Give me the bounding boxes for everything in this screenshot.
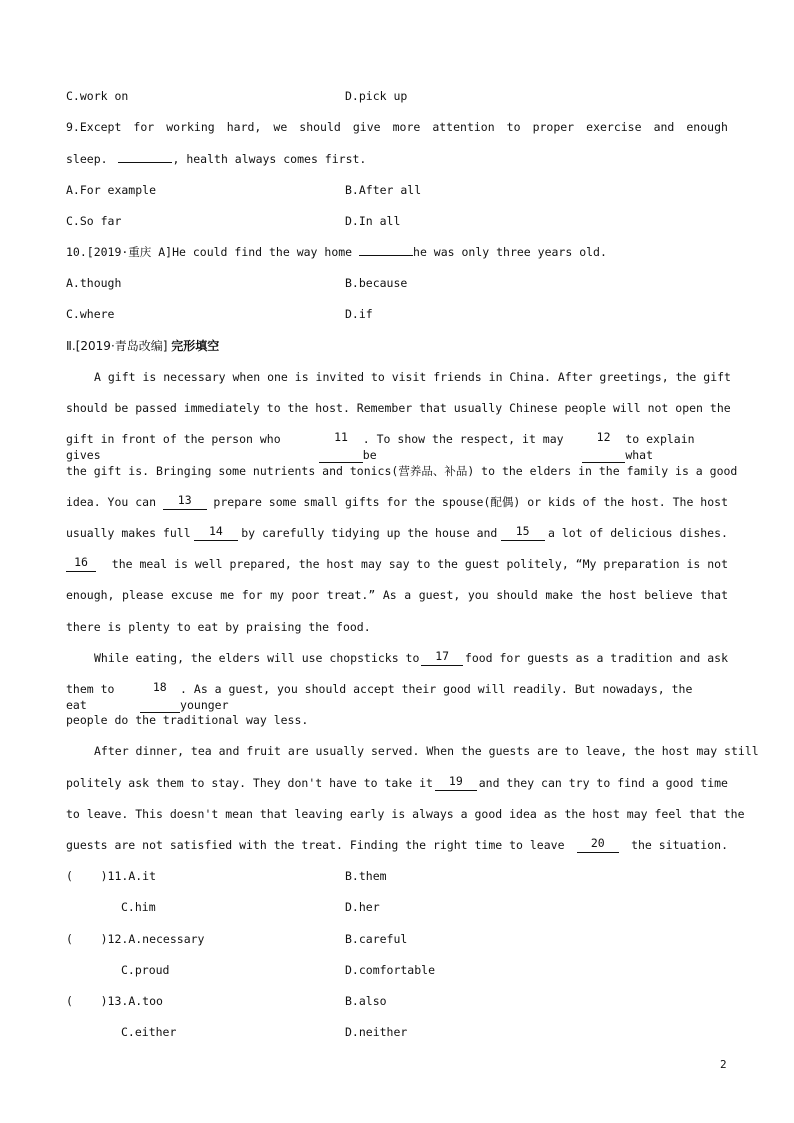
option-13a: 13.A.too [107, 994, 163, 1008]
passage-line [94, 650, 728, 666]
answer-blank-19[interactable]: 19 [435, 775, 477, 791]
text: usually makes full [66, 526, 191, 540]
word: proper [532, 120, 575, 134]
word: should [299, 120, 341, 134]
option-8d: D.pick up [345, 89, 408, 103]
passage-line [66, 525, 728, 541]
answer-bracket[interactable]: ( ) [66, 994, 108, 1008]
answer-blank-9[interactable] [118, 162, 172, 163]
word: we [273, 120, 288, 134]
option-11c: C.him [121, 900, 156, 914]
question-10-stem [66, 244, 607, 260]
answer-bracket[interactable]: ( ) [66, 869, 108, 883]
option-13c: C.either [121, 1025, 177, 1039]
text: he was only three years old. [413, 245, 607, 259]
text: gift in front of the person who gives [66, 432, 281, 462]
answer-blank-12[interactable]: 12 [582, 431, 626, 463]
text: idea. You can [66, 495, 157, 509]
passage-line: enough, please excuse me for my poor treat.” As a guest, you should make the host believe that [66, 588, 728, 602]
passage-line: to leave. This doesn't mean that leaving early is always a good idea as the host may feel that the [66, 807, 745, 821]
passage-line [66, 837, 728, 853]
option-11b: B.them [345, 869, 387, 883]
option-9c: C.So far [66, 214, 122, 228]
answer-blank-11[interactable]: 11 [319, 431, 363, 463]
passage-line [66, 431, 728, 463]
question-9-stem [66, 119, 728, 135]
answer-blank-18[interactable]: 18 [140, 681, 181, 713]
text: guests are not satisfied with the treat. Finding the right time to leave [66, 838, 565, 852]
answer-blank-13[interactable]: 13 [163, 494, 207, 510]
passage-line: there is plenty to eat by praising the food. [66, 620, 371, 634]
answer-blank-15[interactable]: 15 [501, 525, 545, 541]
passage-line [66, 494, 728, 510]
option-10a: A.though [66, 276, 122, 290]
word: attention [432, 120, 495, 134]
passage-line: After dinner, tea and fruit are usually served. When the guests are to leave, the host may still [94, 744, 759, 758]
option-13b: B.also [345, 994, 387, 1008]
option-10d: D.if [345, 307, 373, 321]
text: the situation. [631, 838, 728, 852]
word: more [392, 120, 421, 134]
word: and [653, 120, 675, 134]
text: the meal is well prepared, the host may say to the guest politely, “My preparation is not [111, 557, 728, 571]
passage-line: A gift is necessary when one is invited to visit friends in China. After greetings, the gift [94, 370, 731, 384]
passage-line [66, 775, 728, 791]
text: sleep. [66, 152, 108, 166]
section-prefix: Ⅱ.[2019·青岛改编] [66, 339, 172, 353]
text: politely ask them to stay. They don't have to take it [66, 776, 433, 790]
passage-line [66, 681, 728, 713]
question-11 [66, 868, 156, 884]
word: hard, [226, 120, 262, 134]
word: exercise [586, 120, 642, 134]
text: prepare some small gifts for the spouse(配偶) or kids of the host. The host [213, 495, 728, 509]
word: working [166, 120, 215, 134]
word: for [133, 120, 155, 134]
option-12a: 12.A.necessary [107, 932, 205, 946]
option-11a: 11.A.it [107, 869, 157, 883]
option-12d: D.comfortable [345, 963, 436, 977]
question-13 [66, 993, 163, 1009]
option-9b: B.After all [345, 183, 422, 197]
answer-blank-16[interactable]: 16 [66, 556, 96, 572]
text: . As a guest, you should accept their good will readily. But nowadays, the younger [180, 682, 693, 712]
word: give [352, 120, 381, 134]
text: to explain what [625, 432, 695, 462]
option-10b: B.because [345, 276, 408, 290]
passage-line: should be passed immediately to the host. Remember that usually Chinese people will not open the [66, 401, 731, 415]
passage-line: the gift is. Bringing some nutrients and tonics(营养品、补品) to the elders in the family is a good [66, 464, 738, 478]
section-heading: 完形填空 [171, 339, 220, 353]
text: , health always comes first. [172, 152, 367, 166]
text: While eating, the elders will use chopsticks to [94, 651, 420, 665]
option-9a: A.For example [66, 183, 157, 197]
text: them to eat [66, 682, 115, 712]
option-13d: D.neither [345, 1025, 408, 1039]
text: and they can try to find a good time [478, 776, 728, 790]
word: to [506, 120, 521, 134]
answer-blank-14[interactable]: 14 [194, 525, 238, 541]
text: 10.[2019·重庆 A]He could find the way home [66, 245, 360, 259]
text: by carefully tidying up the house and [241, 526, 498, 540]
answer-blank-20[interactable]: 20 [577, 837, 619, 853]
option-8c: C.work on [66, 89, 129, 103]
option-9d: D.In all [345, 214, 401, 228]
word: enough [686, 120, 728, 134]
option-12b: B.careful [345, 932, 408, 946]
answer-blank-10[interactable] [359, 255, 413, 256]
text: a lot of delicious dishes. [547, 526, 728, 540]
option-10c: C.where [66, 307, 115, 321]
option-11d: D.her [345, 900, 380, 914]
passage-line: people do the traditional way less. [66, 713, 309, 727]
question-12 [66, 931, 204, 947]
passage-line [66, 556, 728, 572]
answer-bracket[interactable]: ( ) [66, 932, 108, 946]
text: food for guests as a tradition and ask [464, 651, 728, 665]
question-9-stem-line2 [66, 151, 366, 167]
text: . To show the respect, it may be [362, 432, 564, 462]
option-12c: C.proud [121, 963, 170, 977]
page-number: 2 [720, 1058, 727, 1071]
answer-blank-17[interactable]: 17 [421, 650, 463, 666]
section-title [66, 338, 219, 354]
word: 9.Except [66, 120, 122, 134]
